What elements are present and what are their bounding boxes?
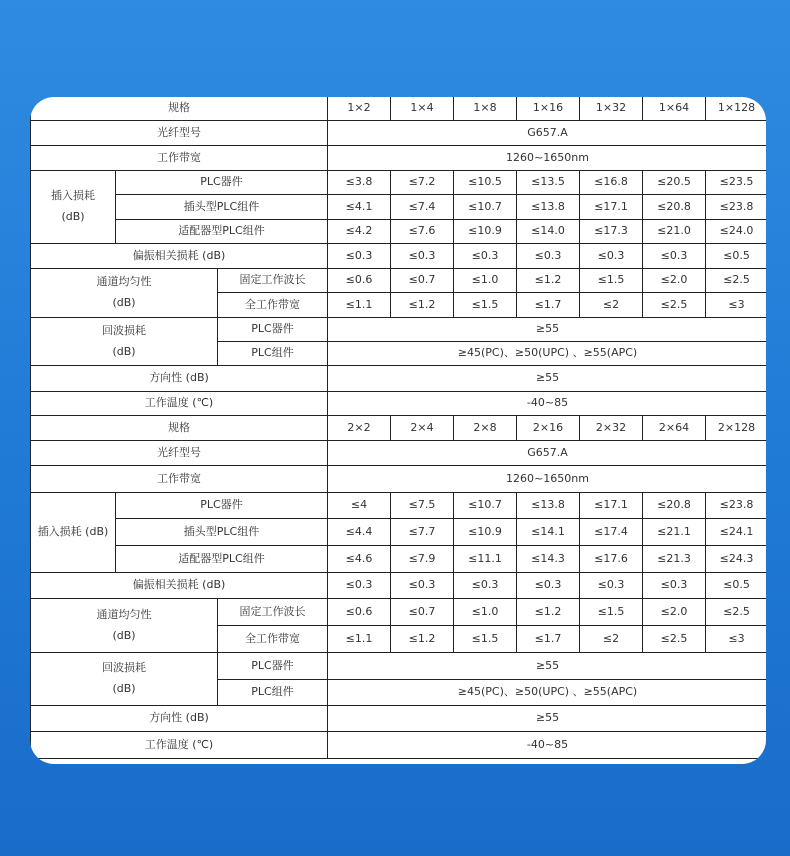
- model-header: 2×64: [643, 416, 706, 441]
- insertion-loss-value: ≤23.5: [706, 171, 766, 195]
- uniformity-value: ≤3: [706, 626, 766, 653]
- pdl-value: ≤0.3: [391, 244, 454, 269]
- pdl-value: ≤0.3: [517, 244, 580, 269]
- insertion-loss-value: ≤7.5: [391, 493, 454, 519]
- return-loss-label-line-1: 回波损耗: [102, 323, 146, 337]
- insertion-loss-value: ≤24.3: [706, 546, 766, 573]
- return-loss-label-line-2: (dB): [112, 344, 136, 358]
- model-header: 2×32: [580, 416, 643, 441]
- uniformity-value: ≤0.6: [328, 269, 391, 293]
- uniformity-value: ≤2: [580, 293, 643, 318]
- insertion-loss-value: ≤4.2: [328, 220, 391, 244]
- model-header: 1×128: [706, 97, 766, 121]
- temperature-value: -40~85: [328, 732, 766, 759]
- uniformity-sub-label: 固定工作波长: [218, 269, 328, 293]
- model-header: 1×4: [391, 97, 454, 121]
- return-loss-sub-label: PLC组件: [218, 680, 328, 706]
- directivity-value: ≥55: [328, 366, 766, 392]
- insertion-loss-value: ≤17.1: [580, 493, 643, 519]
- insertion-loss-value: ≤10.5: [454, 171, 517, 195]
- insertion-loss-value: ≤16.8: [580, 171, 643, 195]
- return-loss-sub-label: PLC器件: [218, 653, 328, 680]
- insertion-loss-sub-label: PLC器件: [116, 493, 328, 519]
- uniformity-value: ≤1.1: [328, 293, 391, 318]
- insertion-loss-value: ≤17.1: [580, 195, 643, 220]
- return-loss-value: ≥45(PC)、≥50(UPC) 、≥55(APC): [328, 680, 766, 706]
- return-loss-value: ≥45(PC)、≥50(UPC) 、≥55(APC): [328, 342, 766, 366]
- directivity-value: ≥55: [328, 706, 766, 732]
- fiber-type-label: 光纤型号: [31, 121, 328, 146]
- bandwidth-value: 1260~1650nm: [328, 466, 766, 493]
- insertion-loss-label-line-2: (dB): [61, 210, 85, 223]
- uniformity-label: [31, 599, 218, 653]
- model-header: 1×32: [580, 97, 643, 121]
- return-loss-value: ≥55: [328, 318, 766, 342]
- insertion-loss-value: ≤20.5: [643, 171, 706, 195]
- model-header: 2×8: [454, 416, 517, 441]
- model-header: 2×16: [517, 416, 580, 441]
- pdl-label: 偏振相关损耗 (dB): [31, 244, 328, 269]
- insertion-loss-value: ≤7.6: [391, 220, 454, 244]
- spec-label: 规格: [31, 97, 328, 121]
- insertion-loss-value: ≤7.9: [391, 546, 454, 573]
- pdl-value: ≤0.5: [706, 244, 766, 269]
- uniformity-value: ≤1.7: [517, 293, 580, 318]
- return-loss-sub-label: PLC组件: [218, 342, 328, 366]
- insertion-loss-label: 插入损耗 (dB): [31, 493, 116, 573]
- temperature-label: 工作温度 (℃): [31, 732, 328, 759]
- pdl-value: ≤0.3: [643, 573, 706, 599]
- uniformity-value: ≤1.2: [517, 269, 580, 293]
- insertion-loss-value: ≤14.1: [517, 519, 580, 546]
- uniformity-value: ≤1.2: [391, 626, 454, 653]
- spec-card: [30, 97, 766, 764]
- insertion-loss-sub-label: 适配器型PLC组件: [116, 220, 328, 244]
- uniformity-value: ≤1.5: [454, 626, 517, 653]
- model-header: 1×64: [643, 97, 706, 121]
- uniformity-value: ≤1.2: [391, 293, 454, 318]
- uniformity-value: ≤0.7: [391, 599, 454, 626]
- pdl-value: ≤0.3: [328, 573, 391, 599]
- pdl-value: ≤0.3: [391, 573, 454, 599]
- pdl-value: ≤0.3: [643, 244, 706, 269]
- directivity-label: 方向性 (dB): [31, 706, 328, 732]
- pdl-value: ≤0.3: [328, 244, 391, 269]
- temperature-value: -40~85: [328, 392, 766, 416]
- insertion-loss-value: ≤4.1: [328, 195, 391, 220]
- insertion-loss-value: ≤20.8: [643, 195, 706, 220]
- uniformity-value: ≤1.1: [328, 626, 391, 653]
- uniformity-sub-label: 全工作带宽: [218, 626, 328, 653]
- insertion-loss-value: ≤21.0: [643, 220, 706, 244]
- model-header: 1×16: [517, 97, 580, 121]
- insertion-loss-label: [31, 171, 116, 244]
- insertion-loss-value: ≤14.3: [517, 546, 580, 573]
- pdl-label: 偏振相关损耗 (dB): [31, 573, 328, 599]
- insertion-loss-value: ≤23.8: [706, 195, 766, 220]
- insertion-loss-value: ≤10.7: [454, 195, 517, 220]
- insertion-loss-value: ≤11.1: [454, 546, 517, 573]
- pdl-value: ≤0.3: [517, 573, 580, 599]
- uniformity-value: ≤2.0: [643, 599, 706, 626]
- uniformity-label-line-1: 通道均匀性: [96, 607, 152, 621]
- uniformity-value: ≤1.7: [517, 626, 580, 653]
- insertion-loss-value: ≤17.6: [580, 546, 643, 573]
- uniformity-value: ≤3: [706, 293, 766, 318]
- uniformity-value: ≤1.5: [580, 269, 643, 293]
- model-header: 1×2: [328, 97, 391, 121]
- uniformity-value: ≤1.5: [580, 599, 643, 626]
- uniformity-value: ≤1.0: [454, 599, 517, 626]
- insertion-loss-value: ≤3.8: [328, 171, 391, 195]
- uniformity-label: [31, 269, 218, 318]
- fiber-type-value: G657.A: [328, 441, 766, 466]
- uniformity-sub-label: 全工作带宽: [218, 293, 328, 318]
- insertion-loss-value: ≤10.9: [454, 519, 517, 546]
- temperature-label: 工作温度 (℃): [31, 392, 328, 416]
- insertion-loss-value: ≤7.7: [391, 519, 454, 546]
- uniformity-value: ≤0.6: [328, 599, 391, 626]
- uniformity-value: ≤2.5: [643, 626, 706, 653]
- insertion-loss-value: ≤13.8: [517, 493, 580, 519]
- uniformity-value: ≤2.0: [643, 269, 706, 293]
- model-header: 2×4: [391, 416, 454, 441]
- insertion-loss-sub-label: PLC器件: [116, 171, 328, 195]
- uniformity-value: ≤1.2: [517, 599, 580, 626]
- insertion-loss-value: ≤10.9: [454, 220, 517, 244]
- uniformity-value: ≤0.7: [391, 269, 454, 293]
- bandwidth-value: 1260~1650nm: [328, 146, 766, 171]
- return-loss-label-line-1: 回波损耗: [102, 661, 146, 675]
- model-header: 1×8: [454, 97, 517, 121]
- model-header: 2×128: [706, 416, 766, 441]
- directivity-label: 方向性 (dB): [31, 366, 328, 392]
- fiber-type-value: G657.A: [328, 121, 766, 146]
- insertion-loss-value: ≤21.1: [643, 519, 706, 546]
- pdl-value: ≤0.3: [454, 573, 517, 599]
- insertion-loss-value: ≤17.4: [580, 519, 643, 546]
- uniformity-value: ≤2.5: [643, 293, 706, 318]
- pdl-value: ≤0.5: [706, 573, 766, 599]
- uniformity-label-line-1: 通道均匀性: [96, 275, 152, 289]
- insertion-loss-value: ≤20.8: [643, 493, 706, 519]
- pdl-value: ≤0.3: [580, 244, 643, 269]
- uniformity-label-line-2: (dB): [112, 628, 136, 642]
- insertion-loss-sub-label: 适配器型PLC组件: [116, 546, 328, 573]
- insertion-loss-value: ≤14.0: [517, 220, 580, 244]
- return-loss-label: [31, 318, 218, 366]
- insertion-loss-value: ≤23.8: [706, 493, 766, 519]
- spec-table: [30, 97, 766, 764]
- return-loss-label-line-2: (dB): [112, 682, 136, 695]
- uniformity-value: ≤1.5: [454, 293, 517, 318]
- insertion-loss-value: ≤17.3: [580, 220, 643, 244]
- bandwidth-label: 工作带宽: [31, 146, 328, 171]
- return-loss-sub-label: PLC器件: [218, 318, 328, 342]
- pdl-value: ≤0.3: [580, 573, 643, 599]
- insertion-loss-value: ≤13.5: [517, 171, 580, 195]
- insertion-loss-label-line-1: 插入损耗: [51, 189, 95, 203]
- insertion-loss-value: ≤4.4: [328, 519, 391, 546]
- insertion-loss-sub-label: 插头型PLC组件: [116, 195, 328, 220]
- insertion-loss-sub-label: 插头型PLC组件: [116, 519, 328, 546]
- uniformity-value: ≤2: [580, 626, 643, 653]
- insertion-loss-value: ≤24.0: [706, 220, 766, 244]
- insertion-loss-value: ≤4: [328, 493, 391, 519]
- spec-label: 规格: [31, 416, 328, 441]
- return-loss-value: ≥55: [328, 653, 766, 680]
- bandwidth-label: 工作带宽: [31, 466, 328, 493]
- fiber-type-label: 光纤型号: [31, 441, 328, 466]
- model-header: 2×2: [328, 416, 391, 441]
- uniformity-sub-label: 固定工作波长: [218, 599, 328, 626]
- insertion-loss-value: ≤7.4: [391, 195, 454, 220]
- return-loss-label: [31, 653, 218, 706]
- uniformity-value: ≤2.5: [706, 269, 766, 293]
- insertion-loss-value: ≤24.1: [706, 519, 766, 546]
- uniformity-value: ≤2.5: [706, 599, 766, 626]
- insertion-loss-value: ≤13.8: [517, 195, 580, 220]
- insertion-loss-value: ≤10.7: [454, 493, 517, 519]
- insertion-loss-value: ≤21.3: [643, 546, 706, 573]
- pdl-value: ≤0.3: [454, 244, 517, 269]
- insertion-loss-value: ≤7.2: [391, 171, 454, 195]
- uniformity-label-line-2: (dB): [112, 296, 136, 309]
- insertion-loss-value: ≤4.6: [328, 546, 391, 573]
- uniformity-value: ≤1.0: [454, 269, 517, 293]
